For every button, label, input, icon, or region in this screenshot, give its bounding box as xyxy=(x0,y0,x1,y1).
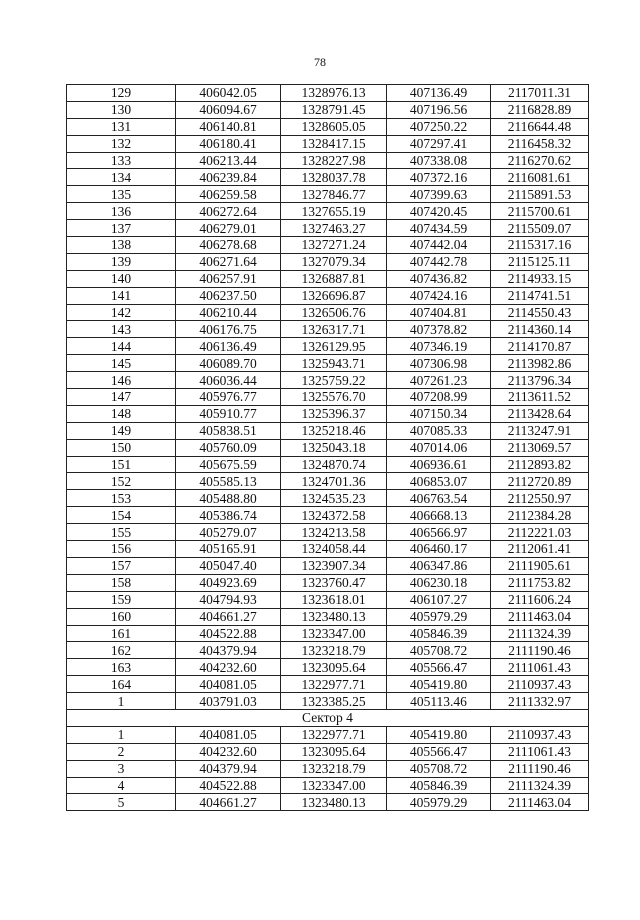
y1-cell: 1323618.01 xyxy=(281,591,387,608)
x1-cell: 406036.44 xyxy=(176,372,281,389)
point-number-cell: 137 xyxy=(67,220,176,237)
table-row xyxy=(67,321,589,338)
table-row xyxy=(67,253,589,270)
table-row xyxy=(67,608,589,625)
x1-cell: 404794.93 xyxy=(176,591,281,608)
table-row xyxy=(67,574,589,591)
x2-cell: 407196.56 xyxy=(387,101,491,118)
table-row xyxy=(67,490,589,507)
y2-cell: 2111753.82 xyxy=(491,574,589,591)
page-number: 78 xyxy=(314,55,326,69)
point-number-cell: 138 xyxy=(67,237,176,254)
y1-cell: 1324213.58 xyxy=(281,524,387,541)
y2-cell: 2116828.89 xyxy=(491,101,589,118)
y2-cell: 2112384.28 xyxy=(491,507,589,524)
point-number-cell: 156 xyxy=(67,541,176,558)
x2-cell: 406230.18 xyxy=(387,574,491,591)
x1-cell: 405165.91 xyxy=(176,541,281,558)
x2-cell: 405419.80 xyxy=(387,676,491,693)
y1-cell: 1323480.13 xyxy=(281,794,387,811)
x1-cell: 406213.44 xyxy=(176,152,281,169)
y2-cell: 2117011.31 xyxy=(491,85,589,102)
x1-cell: 404081.05 xyxy=(176,676,281,693)
x2-cell: 407372.16 xyxy=(387,169,491,186)
x1-cell: 406239.84 xyxy=(176,169,281,186)
point-number-cell: 161 xyxy=(67,625,176,642)
point-number-cell: 133 xyxy=(67,152,176,169)
y2-cell: 2114741.51 xyxy=(491,287,589,304)
x2-cell: 406853.07 xyxy=(387,473,491,490)
x1-cell: 406089.70 xyxy=(176,355,281,372)
table-row xyxy=(67,541,589,558)
table-row xyxy=(67,389,589,406)
y1-cell: 1324701.36 xyxy=(281,473,387,490)
x2-cell: 405566.47 xyxy=(387,743,491,760)
table-row xyxy=(67,456,589,473)
x1-cell: 405675.59 xyxy=(176,456,281,473)
y1-cell: 1324870.74 xyxy=(281,456,387,473)
y2-cell: 2111324.39 xyxy=(491,625,589,642)
table-row xyxy=(67,220,589,237)
y1-cell: 1325043.18 xyxy=(281,439,387,456)
x1-cell: 406140.81 xyxy=(176,118,281,135)
x2-cell: 406347.86 xyxy=(387,557,491,574)
y1-cell: 1325218.46 xyxy=(281,422,387,439)
x1-cell: 404522.88 xyxy=(176,625,281,642)
y2-cell: 2116644.48 xyxy=(491,118,589,135)
x1-cell: 403791.03 xyxy=(176,693,281,710)
x1-cell: 405585.13 xyxy=(176,473,281,490)
x2-cell: 407338.08 xyxy=(387,152,491,169)
x2-cell: 407208.99 xyxy=(387,389,491,406)
x1-cell: 406176.75 xyxy=(176,321,281,338)
point-number-cell: 148 xyxy=(67,405,176,422)
x1-cell: 404232.60 xyxy=(176,659,281,676)
x2-cell: 406566.97 xyxy=(387,524,491,541)
y1-cell: 1323347.00 xyxy=(281,777,387,794)
y1-cell: 1324372.58 xyxy=(281,507,387,524)
point-number-cell: 139 xyxy=(67,253,176,270)
point-number-cell: 4 xyxy=(67,777,176,794)
y2-cell: 2111332.97 xyxy=(491,693,589,710)
x1-cell: 404923.69 xyxy=(176,574,281,591)
x2-cell: 405566.47 xyxy=(387,659,491,676)
table-row xyxy=(67,135,589,152)
y1-cell: 1327463.27 xyxy=(281,220,387,237)
table-row xyxy=(67,794,589,811)
x1-cell: 404232.60 xyxy=(176,743,281,760)
table-row xyxy=(67,169,589,186)
table-row xyxy=(67,439,589,456)
table-row xyxy=(67,304,589,321)
y2-cell: 2113796.34 xyxy=(491,372,589,389)
x2-cell: 407442.78 xyxy=(387,253,491,270)
x1-cell: 404661.27 xyxy=(176,794,281,811)
x1-cell: 405386.74 xyxy=(176,507,281,524)
point-number-cell: 141 xyxy=(67,287,176,304)
y1-cell: 1328791.45 xyxy=(281,101,387,118)
point-number-cell: 130 xyxy=(67,101,176,118)
y1-cell: 1323760.47 xyxy=(281,574,387,591)
y2-cell: 2113247.91 xyxy=(491,422,589,439)
y1-cell: 1328605.05 xyxy=(281,118,387,135)
y1-cell: 1323218.79 xyxy=(281,642,387,659)
y1-cell: 1328417.15 xyxy=(281,135,387,152)
y1-cell: 1326129.95 xyxy=(281,338,387,355)
point-number-cell: 132 xyxy=(67,135,176,152)
x1-cell: 404661.27 xyxy=(176,608,281,625)
y2-cell: 2112893.82 xyxy=(491,456,589,473)
x1-cell: 406271.64 xyxy=(176,253,281,270)
point-number-cell: 154 xyxy=(67,507,176,524)
x1-cell: 404522.88 xyxy=(176,777,281,794)
x2-cell: 406763.54 xyxy=(387,490,491,507)
y2-cell: 2114933.15 xyxy=(491,270,589,287)
x2-cell: 407297.41 xyxy=(387,135,491,152)
y2-cell: 2112550.97 xyxy=(491,490,589,507)
y2-cell: 2112720.89 xyxy=(491,473,589,490)
x2-cell: 406107.27 xyxy=(387,591,491,608)
table-row xyxy=(67,372,589,389)
point-number-cell: 159 xyxy=(67,591,176,608)
y1-cell: 1325396.37 xyxy=(281,405,387,422)
table-row xyxy=(67,557,589,574)
section-title: Сектор 4 xyxy=(67,709,589,726)
y2-cell: 2111463.04 xyxy=(491,608,589,625)
y2-cell: 2113611.52 xyxy=(491,389,589,406)
point-number-cell: 142 xyxy=(67,304,176,321)
point-number-cell: 158 xyxy=(67,574,176,591)
x2-cell: 407434.59 xyxy=(387,220,491,237)
y2-cell: 2115317.16 xyxy=(491,237,589,254)
x2-cell: 407420.45 xyxy=(387,203,491,220)
x2-cell: 407442.04 xyxy=(387,237,491,254)
x2-cell: 406460.17 xyxy=(387,541,491,558)
y1-cell: 1327846.77 xyxy=(281,186,387,203)
x2-cell: 405846.39 xyxy=(387,625,491,642)
y2-cell: 2115125.11 xyxy=(491,253,589,270)
y2-cell: 2110937.43 xyxy=(491,726,589,743)
point-number-cell: 131 xyxy=(67,118,176,135)
point-number-cell: 136 xyxy=(67,203,176,220)
y2-cell: 2113982.86 xyxy=(491,355,589,372)
coordinates-table xyxy=(66,84,589,811)
point-number-cell: 134 xyxy=(67,169,176,186)
x2-cell: 407261.23 xyxy=(387,372,491,389)
x1-cell: 406094.67 xyxy=(176,101,281,118)
y1-cell: 1328037.78 xyxy=(281,169,387,186)
y1-cell: 1323347.00 xyxy=(281,625,387,642)
table-row xyxy=(67,152,589,169)
y1-cell: 1323907.34 xyxy=(281,557,387,574)
point-number-cell: 1 xyxy=(67,726,176,743)
y2-cell: 2116270.62 xyxy=(491,152,589,169)
point-number-cell: 160 xyxy=(67,608,176,625)
x1-cell: 404379.94 xyxy=(176,642,281,659)
y2-cell: 2112061.41 xyxy=(491,541,589,558)
point-number-cell: 164 xyxy=(67,676,176,693)
y2-cell: 2111463.04 xyxy=(491,794,589,811)
x2-cell: 407085.33 xyxy=(387,422,491,439)
point-number-cell: 162 xyxy=(67,642,176,659)
y2-cell: 2116081.61 xyxy=(491,169,589,186)
point-number-cell: 146 xyxy=(67,372,176,389)
table-row xyxy=(67,591,589,608)
x2-cell: 405113.46 xyxy=(387,693,491,710)
point-number-cell: 2 xyxy=(67,743,176,760)
point-number-cell: 143 xyxy=(67,321,176,338)
y2-cell: 2111606.24 xyxy=(491,591,589,608)
x2-cell: 407404.81 xyxy=(387,304,491,321)
y1-cell: 1326506.76 xyxy=(281,304,387,321)
table-row xyxy=(67,203,589,220)
table-row xyxy=(67,405,589,422)
x1-cell: 406257.91 xyxy=(176,270,281,287)
x1-cell: 406180.41 xyxy=(176,135,281,152)
x1-cell: 405760.09 xyxy=(176,439,281,456)
point-number-cell: 150 xyxy=(67,439,176,456)
point-number-cell: 140 xyxy=(67,270,176,287)
point-number-cell: 149 xyxy=(67,422,176,439)
table-row xyxy=(67,186,589,203)
y2-cell: 2116458.32 xyxy=(491,135,589,152)
table-row xyxy=(67,270,589,287)
y1-cell: 1326317.71 xyxy=(281,321,387,338)
x2-cell: 407399.63 xyxy=(387,186,491,203)
point-number-cell: 135 xyxy=(67,186,176,203)
table-row xyxy=(67,85,589,102)
x1-cell: 405047.40 xyxy=(176,557,281,574)
x2-cell: 405979.29 xyxy=(387,608,491,625)
y2-cell: 2111324.39 xyxy=(491,777,589,794)
y1-cell: 1323218.79 xyxy=(281,760,387,777)
y2-cell: 2111905.61 xyxy=(491,557,589,574)
table-row xyxy=(67,642,589,659)
table-row xyxy=(67,118,589,135)
y2-cell: 2113069.57 xyxy=(491,439,589,456)
y1-cell: 1324535.23 xyxy=(281,490,387,507)
table-row xyxy=(67,237,589,254)
y1-cell: 1322977.71 xyxy=(281,726,387,743)
table-row xyxy=(67,676,589,693)
table-row xyxy=(67,777,589,794)
point-number-cell: 1 xyxy=(67,693,176,710)
point-number-cell: 153 xyxy=(67,490,176,507)
table-row xyxy=(67,507,589,524)
point-number-cell: 145 xyxy=(67,355,176,372)
coordinates-table-body xyxy=(67,85,589,811)
y1-cell: 1327079.34 xyxy=(281,253,387,270)
x1-cell: 406279.01 xyxy=(176,220,281,237)
y1-cell: 1326696.87 xyxy=(281,287,387,304)
x2-cell: 407014.06 xyxy=(387,439,491,456)
table-row xyxy=(67,473,589,490)
x1-cell: 406042.05 xyxy=(176,85,281,102)
x2-cell: 407150.34 xyxy=(387,405,491,422)
x1-cell: 405838.51 xyxy=(176,422,281,439)
table-row xyxy=(67,760,589,777)
x2-cell: 407436.82 xyxy=(387,270,491,287)
x2-cell: 407306.98 xyxy=(387,355,491,372)
table-row xyxy=(67,693,589,710)
y1-cell: 1327271.24 xyxy=(281,237,387,254)
x2-cell: 405708.72 xyxy=(387,760,491,777)
point-number-cell: 5 xyxy=(67,794,176,811)
y2-cell: 2115509.07 xyxy=(491,220,589,237)
x1-cell: 406278.68 xyxy=(176,237,281,254)
x1-cell: 405910.77 xyxy=(176,405,281,422)
x2-cell: 405846.39 xyxy=(387,777,491,794)
x2-cell: 407378.82 xyxy=(387,321,491,338)
y1-cell: 1328976.13 xyxy=(281,85,387,102)
point-number-cell: 3 xyxy=(67,760,176,777)
x2-cell: 405419.80 xyxy=(387,726,491,743)
y2-cell: 2115891.53 xyxy=(491,186,589,203)
point-number-cell: 155 xyxy=(67,524,176,541)
y2-cell: 2112221.03 xyxy=(491,524,589,541)
y1-cell: 1327655.19 xyxy=(281,203,387,220)
point-number-cell: 129 xyxy=(67,85,176,102)
y1-cell: 1325759.22 xyxy=(281,372,387,389)
x1-cell: 406136.49 xyxy=(176,338,281,355)
y1-cell: 1328227.98 xyxy=(281,152,387,169)
point-number-cell: 147 xyxy=(67,389,176,406)
table-row xyxy=(67,659,589,676)
x1-cell: 405976.77 xyxy=(176,389,281,406)
x1-cell: 405279.07 xyxy=(176,524,281,541)
table-row xyxy=(67,287,589,304)
y2-cell: 2111190.46 xyxy=(491,642,589,659)
x1-cell: 406237.50 xyxy=(176,287,281,304)
x2-cell: 406936.61 xyxy=(387,456,491,473)
section-header-row xyxy=(67,709,589,726)
y2-cell: 2111061.43 xyxy=(491,743,589,760)
y2-cell: 2114170.87 xyxy=(491,338,589,355)
point-number-cell: 151 xyxy=(67,456,176,473)
y2-cell: 2113428.64 xyxy=(491,405,589,422)
y2-cell: 2111190.46 xyxy=(491,760,589,777)
y2-cell: 2114360.14 xyxy=(491,321,589,338)
point-number-cell: 152 xyxy=(67,473,176,490)
y1-cell: 1323385.25 xyxy=(281,693,387,710)
y2-cell: 2115700.61 xyxy=(491,203,589,220)
x2-cell: 407424.16 xyxy=(387,287,491,304)
x1-cell: 406210.44 xyxy=(176,304,281,321)
y2-cell: 2111061.43 xyxy=(491,659,589,676)
table-row xyxy=(67,355,589,372)
x1-cell: 405488.80 xyxy=(176,490,281,507)
point-number-cell: 144 xyxy=(67,338,176,355)
x1-cell: 404379.94 xyxy=(176,760,281,777)
point-number-cell: 163 xyxy=(67,659,176,676)
x2-cell: 407346.19 xyxy=(387,338,491,355)
y1-cell: 1326887.81 xyxy=(281,270,387,287)
y1-cell: 1324058.44 xyxy=(281,541,387,558)
y1-cell: 1325576.70 xyxy=(281,389,387,406)
y1-cell: 1322977.71 xyxy=(281,676,387,693)
table-row xyxy=(67,625,589,642)
table-row xyxy=(67,422,589,439)
y1-cell: 1323095.64 xyxy=(281,743,387,760)
x1-cell: 404081.05 xyxy=(176,726,281,743)
table-row xyxy=(67,726,589,743)
y1-cell: 1325943.71 xyxy=(281,355,387,372)
y2-cell: 2114550.43 xyxy=(491,304,589,321)
x2-cell: 407136.49 xyxy=(387,85,491,102)
table-row xyxy=(67,101,589,118)
y1-cell: 1323480.13 xyxy=(281,608,387,625)
table-row xyxy=(67,743,589,760)
x1-cell: 406259.58 xyxy=(176,186,281,203)
x2-cell: 405708.72 xyxy=(387,642,491,659)
x2-cell: 406668.13 xyxy=(387,507,491,524)
y2-cell: 2110937.43 xyxy=(491,676,589,693)
table-row xyxy=(67,524,589,541)
x2-cell: 405979.29 xyxy=(387,794,491,811)
y1-cell: 1323095.64 xyxy=(281,659,387,676)
table-row xyxy=(67,338,589,355)
x1-cell: 406272.64 xyxy=(176,203,281,220)
point-number-cell: 157 xyxy=(67,557,176,574)
x2-cell: 407250.22 xyxy=(387,118,491,135)
